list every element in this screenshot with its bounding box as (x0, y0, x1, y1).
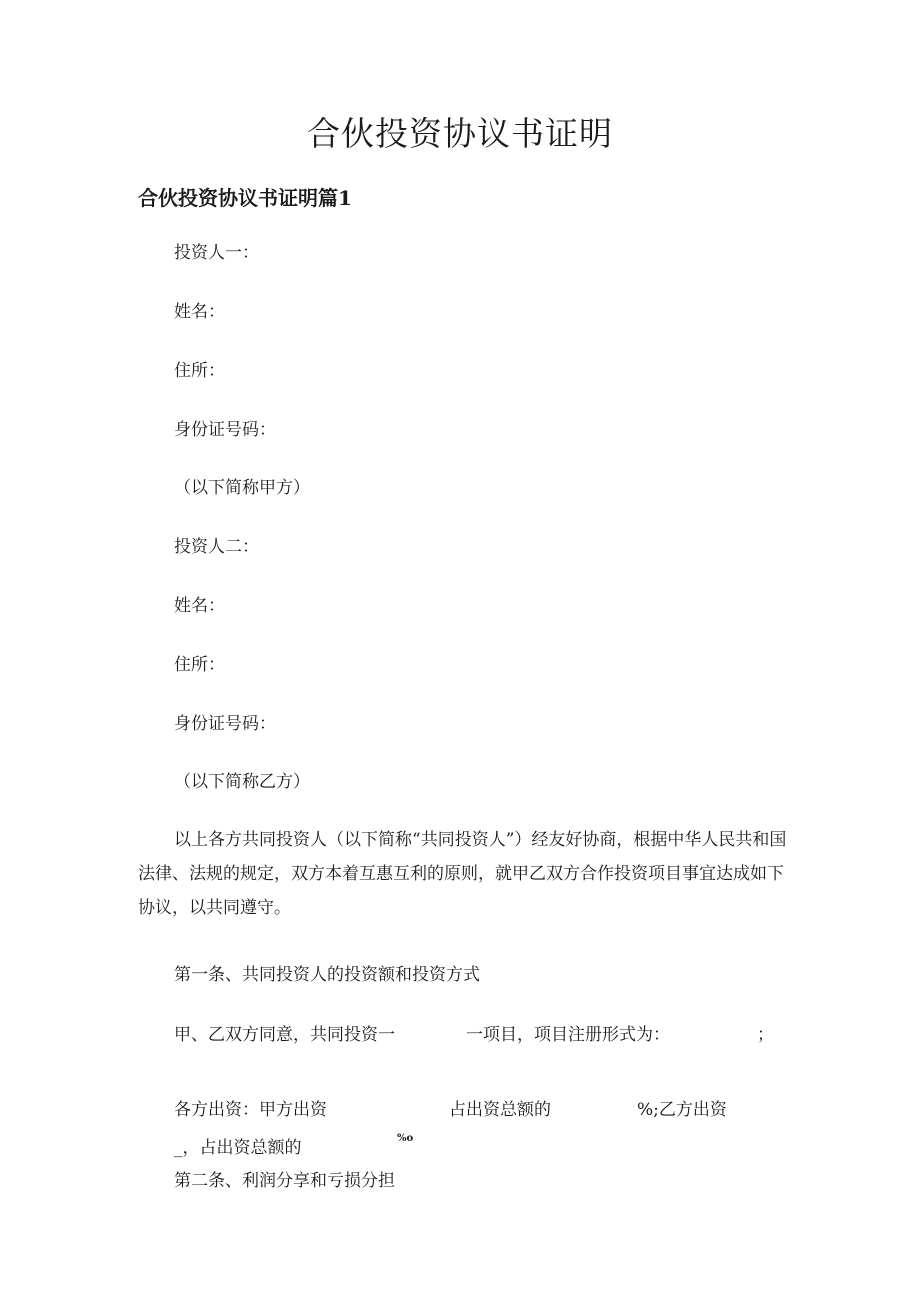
document-title: 合伙投资协议书证明 (307, 114, 613, 153)
intro-paragraph: 以上各方共同投资人（以下简称“共同投资人”）经友好协商，根据中华人民共和国法律、法规的规定，双方本着互惠互利的原则，就甲乙双方合作投资项目事宜达成如下协议，以共同遵守。 (138, 830, 787, 918)
article-1-line3-part1: _，占出资总额的 (174, 1138, 302, 1158)
article-1-line1-part1: 甲、乙双方同意，共同投资一 (174, 1025, 395, 1045)
article-1-line3-part2: %o (397, 1133, 414, 1144)
article-1-line1-part3: ； (757, 1025, 774, 1045)
party-b-heading: 投资人二： (174, 537, 259, 557)
party-b-id-label: 身份证号码： (174, 714, 276, 734)
article-1-line2-part2: 占出资总额的 (449, 1100, 551, 1120)
party-a-name-label: 姓名： (174, 302, 225, 322)
party-a-alias: （以下简称甲方） (174, 478, 310, 498)
party-a-address-label: 住所： (174, 361, 225, 381)
article-1-line2-part3: %;乙方出资 (637, 1100, 727, 1120)
document-subtitle: 合伙投资协议书证明篇1 (138, 186, 352, 210)
party-a-id-label: 身份证号码： (174, 420, 276, 440)
party-b-alias: （以下简称乙方） (174, 772, 310, 792)
party-b-name-label: 姓名： (174, 596, 225, 616)
article-2-heading: 第二条、利润分享和亏损分担 (174, 1171, 395, 1191)
article-1-line1-part2: 一项目，项目注册形式为： (466, 1025, 670, 1045)
article-1-line2-part1: 各方出资：甲方出资 (174, 1100, 327, 1120)
party-b-address-label: 住所： (174, 655, 225, 675)
party-a-heading: 投资人一： (174, 243, 259, 263)
article-1-heading: 第一条、共同投资人的投资额和投资方式 (174, 965, 480, 985)
